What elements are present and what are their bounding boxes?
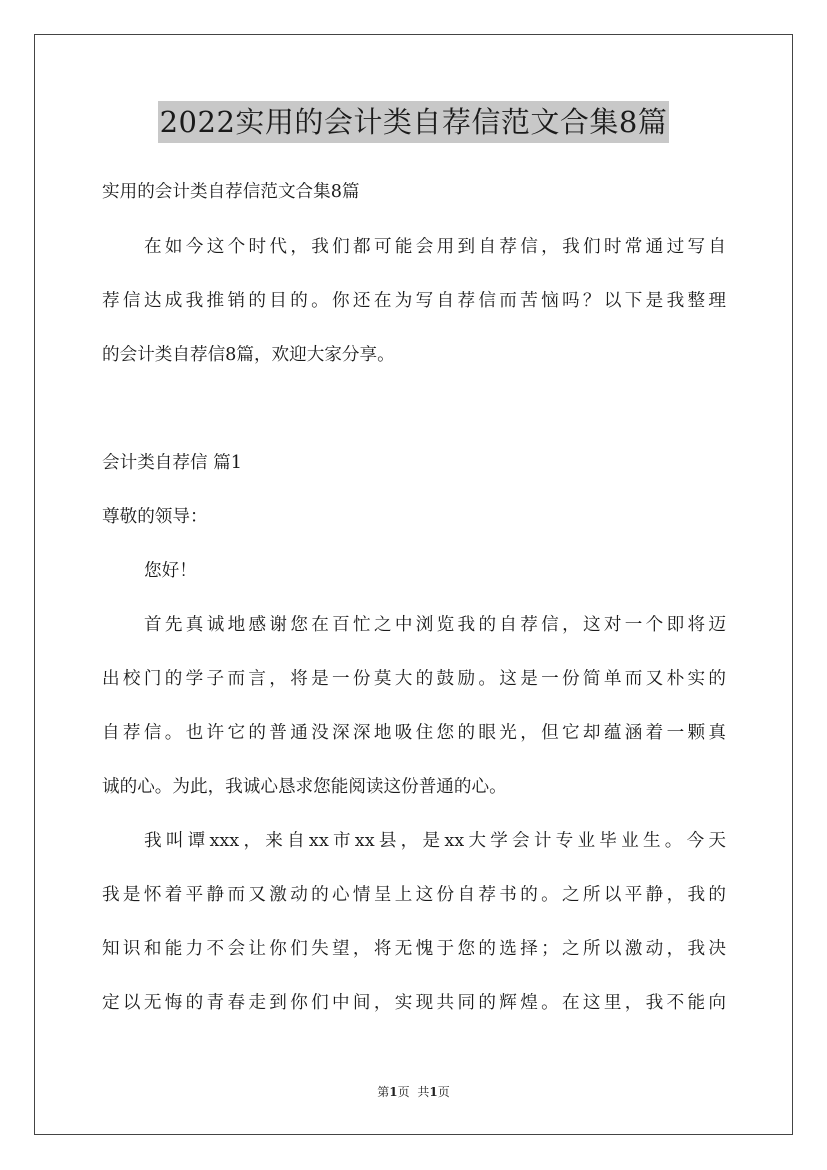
para1-line-3: 自荐信。也许它的普通没深深地吸住您的眼光，但它却蕴涵着一颗真 bbox=[102, 723, 726, 743]
salutation: 尊敬的领导： bbox=[102, 507, 208, 527]
para2-line-3: 知识和能力不会让你们失望，将无愧于您的选择；之所以激动，我决 bbox=[102, 939, 726, 959]
footer-total-label: 页 bbox=[437, 1085, 450, 1099]
para1-line-2: 出校门的学子而言，将是一份莫大的鼓励。这是一份简单而又朴实的 bbox=[102, 669, 726, 689]
para2-line-1: 我叫谭xxx，来自xx市xx县，是xx大学会计专业毕业生。今天 bbox=[144, 831, 726, 851]
footer-page-label: 页 bbox=[397, 1085, 410, 1099]
subtitle: 实用的会计类自荐信范文合集8篇 bbox=[102, 182, 360, 202]
page-footer bbox=[0, 1083, 827, 1100]
para2-line-2: 我是怀着平静而又激动的心情呈上这份自荐书的。之所以平静，我的 bbox=[102, 885, 726, 905]
intro-line-2: 荐信达成我推销的目的。你还在为写自荐信而苦恼吗？以下是我整理 bbox=[102, 291, 726, 311]
footer-page-current: 1 bbox=[389, 1085, 398, 1099]
footer-total-prefix: 共 bbox=[417, 1085, 430, 1099]
document-title: 2022实用的会计类自荐信范文合集8篇 bbox=[158, 101, 670, 143]
footer-page-total: 1 bbox=[429, 1085, 438, 1099]
para1-line-4: 诚的心。为此，我诚心恳求您能阅读这份普通的心。 bbox=[102, 777, 507, 797]
intro-line-3: 的会计类自荐信8篇，欢迎大家分享。 bbox=[102, 345, 395, 365]
greeting: 您好！ bbox=[144, 561, 197, 581]
section-heading: 会计类自荐信 篇1 bbox=[102, 453, 242, 473]
para1-line-1: 首先真诚地感谢您在百忙之中浏览我的自荐信，这对一个即将迈 bbox=[144, 615, 726, 635]
document-title-wrapper bbox=[0, 101, 827, 143]
footer-prefix: 第 bbox=[377, 1085, 390, 1099]
intro-line-1: 在如今这个时代，我们都可能会用到自荐信，我们时常通过写自 bbox=[144, 237, 726, 257]
para2-line-4: 定以无悔的青春走到你们中间，实现共同的辉煌。在这里，我不能向 bbox=[102, 993, 726, 1013]
